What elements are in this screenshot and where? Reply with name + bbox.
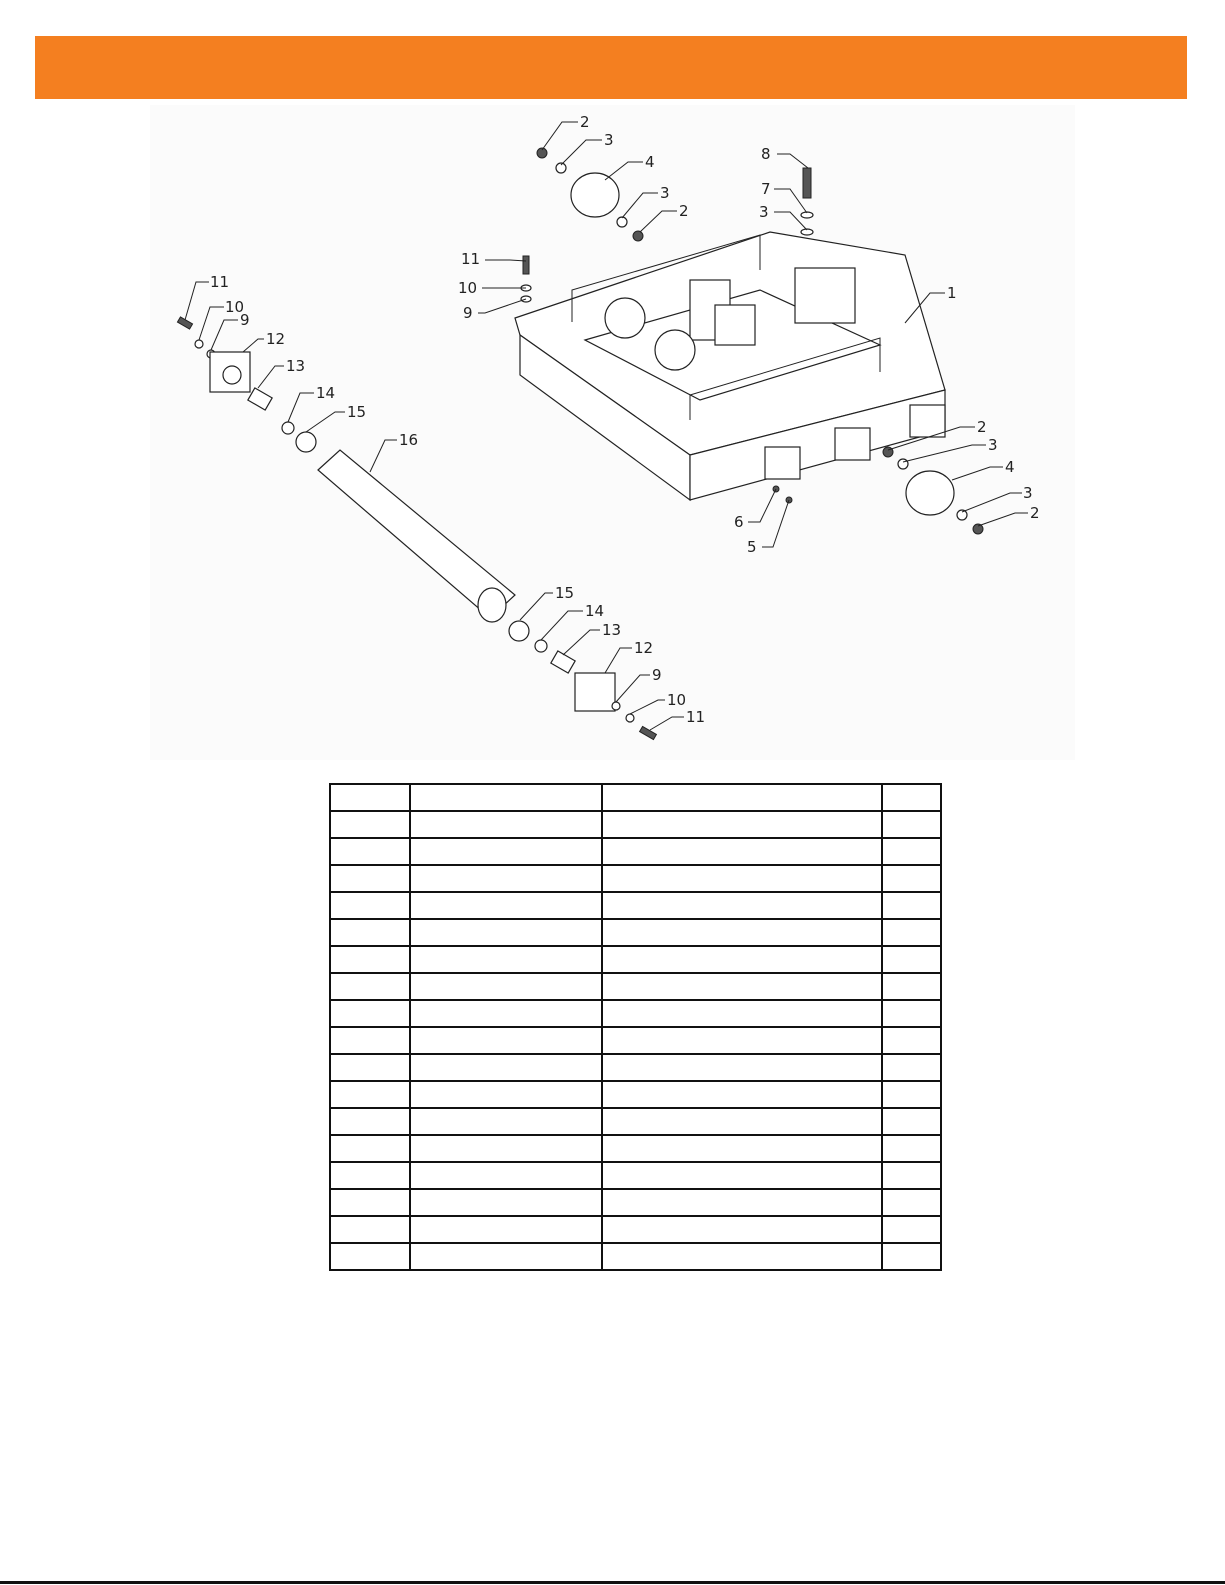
header-banner	[35, 36, 1187, 99]
callout-4: 4	[645, 153, 655, 171]
table-row	[330, 1000, 941, 1027]
table-cell	[330, 1081, 410, 1108]
table-cell	[602, 1162, 882, 1189]
table-row	[330, 1216, 941, 1243]
roller-end	[478, 588, 506, 622]
table-cell	[410, 892, 602, 919]
table-cell	[330, 1216, 410, 1243]
table-cell	[410, 973, 602, 1000]
bearing-plate	[910, 405, 945, 437]
table-cell	[602, 811, 882, 838]
callout-2: 2	[977, 418, 987, 436]
motor	[605, 298, 645, 338]
callout-9: 9	[240, 311, 250, 329]
callout-16: 16	[399, 431, 419, 449]
table-cell	[882, 892, 941, 919]
washer	[898, 459, 908, 469]
col-header	[410, 784, 602, 811]
callout-5: 5	[747, 538, 757, 556]
table-cell	[330, 811, 410, 838]
table-row	[330, 838, 941, 865]
table-cell	[882, 1135, 941, 1162]
washer	[617, 217, 627, 227]
bolt	[523, 256, 529, 274]
callout-4: 4	[1005, 458, 1015, 476]
spacer	[535, 640, 547, 652]
table-row	[330, 1189, 941, 1216]
table-cell	[330, 1162, 410, 1189]
table-header-row	[330, 784, 941, 811]
table-cell	[330, 838, 410, 865]
bearing-plate	[835, 428, 870, 460]
callout-9: 9	[652, 666, 662, 684]
callout-6: 6	[734, 513, 744, 531]
table-row	[330, 946, 941, 973]
callout-15: 15	[347, 403, 367, 421]
table-cell	[410, 919, 602, 946]
table-cell	[330, 1135, 410, 1162]
table-cell	[602, 892, 882, 919]
bearing	[296, 432, 316, 452]
table-cell	[602, 1054, 882, 1081]
table-cell	[882, 865, 941, 892]
callout-14: 14	[585, 602, 605, 620]
table-cell	[330, 1000, 410, 1027]
table-cell	[330, 892, 410, 919]
callout-2: 2	[580, 113, 590, 131]
table-cell	[602, 1081, 882, 1108]
table-cell	[330, 946, 410, 973]
callout-3: 3	[988, 436, 998, 454]
table-cell	[882, 946, 941, 973]
motor	[655, 330, 695, 370]
table-cell	[882, 919, 941, 946]
isolator	[906, 471, 954, 515]
table-cell	[410, 1135, 602, 1162]
exploded-parts-diagram	[150, 105, 1075, 760]
table-cell	[882, 1054, 941, 1081]
callout-14: 14	[316, 384, 336, 402]
table-cell	[410, 1054, 602, 1081]
callout-8: 8	[761, 145, 771, 163]
table-cell	[602, 1000, 882, 1027]
table-row	[330, 1081, 941, 1108]
table-row	[330, 1243, 941, 1270]
callout-3: 3	[660, 184, 670, 202]
bolt	[803, 168, 811, 198]
callout-11: 11	[461, 250, 481, 268]
table-row	[330, 1135, 941, 1162]
callout-13: 13	[286, 357, 306, 375]
table-cell	[602, 1216, 882, 1243]
table-cell	[602, 865, 882, 892]
table-cell	[882, 1108, 941, 1135]
table-cell	[410, 1216, 602, 1243]
table-row	[330, 892, 941, 919]
table-cell	[602, 1243, 882, 1270]
table-row	[330, 1108, 941, 1135]
col-header	[330, 784, 410, 811]
table-cell	[410, 1189, 602, 1216]
table-row	[330, 973, 941, 1000]
callout-2: 2	[679, 202, 689, 220]
table-cell	[410, 1027, 602, 1054]
callout-10: 10	[225, 298, 245, 316]
table-cell	[602, 1027, 882, 1054]
table-cell	[602, 973, 882, 1000]
table-cell	[602, 838, 882, 865]
col-header	[882, 784, 941, 811]
callout-12: 12	[634, 639, 654, 657]
table-row	[330, 811, 941, 838]
table-cell	[330, 973, 410, 1000]
callout-13: 13	[602, 621, 622, 639]
table-cell	[602, 1189, 882, 1216]
table-cell	[882, 1189, 941, 1216]
callout-11: 11	[686, 708, 706, 726]
table-cell	[410, 1081, 602, 1108]
table-row	[330, 865, 941, 892]
end-plate-bore	[223, 366, 241, 384]
mount-block	[795, 268, 855, 323]
table-cell	[410, 1000, 602, 1027]
table-cell	[330, 1027, 410, 1054]
table-cell	[330, 1054, 410, 1081]
callout-15: 15	[555, 584, 575, 602]
table-cell	[602, 1135, 882, 1162]
table-cell	[330, 919, 410, 946]
callout-10: 10	[458, 279, 478, 297]
col-header	[602, 784, 882, 811]
mount-block	[715, 305, 755, 345]
table-cell	[882, 1162, 941, 1189]
callout-9: 9	[463, 304, 473, 322]
table-cell	[330, 1189, 410, 1216]
callout-10: 10	[667, 691, 687, 709]
washer	[195, 340, 203, 348]
callout-3: 3	[604, 131, 614, 149]
table-cell	[602, 1108, 882, 1135]
bearing	[509, 621, 529, 641]
table-cell	[882, 838, 941, 865]
table-cell	[882, 1216, 941, 1243]
callout-2: 2	[1030, 504, 1040, 522]
table-cell	[410, 1162, 602, 1189]
table-cell	[882, 1027, 941, 1054]
footer-rule	[0, 1581, 1225, 1584]
table-cell	[882, 811, 941, 838]
table-cell	[882, 973, 941, 1000]
table-cell	[410, 865, 602, 892]
callout-3: 3	[759, 203, 769, 221]
spacer	[282, 422, 294, 434]
nut	[633, 231, 643, 241]
table-row	[330, 1054, 941, 1081]
table-row	[330, 1027, 941, 1054]
stub-shaft	[248, 388, 272, 410]
callout-3: 3	[1023, 484, 1033, 502]
table-cell	[410, 838, 602, 865]
callout-7: 7	[761, 180, 771, 198]
table-cell	[330, 865, 410, 892]
table-cell	[410, 1108, 602, 1135]
isolator	[571, 173, 619, 217]
table-cell	[410, 811, 602, 838]
table-cell	[330, 1243, 410, 1270]
parts-table	[329, 783, 942, 1271]
end-plate	[575, 673, 615, 711]
callout-1: 1	[947, 284, 957, 302]
table-cell	[882, 1243, 941, 1270]
washer	[612, 702, 620, 710]
stub-shaft	[551, 651, 575, 673]
washer	[626, 714, 634, 722]
table-cell	[410, 1243, 602, 1270]
callout-11: 11	[210, 273, 230, 291]
table-row	[330, 919, 941, 946]
table-cell	[330, 1108, 410, 1135]
table-row	[330, 1162, 941, 1189]
table-cell	[882, 1081, 941, 1108]
table-cell	[882, 1000, 941, 1027]
bearing-plate	[765, 447, 800, 479]
table-cell	[602, 946, 882, 973]
table-cell	[602, 919, 882, 946]
bolt	[640, 726, 657, 739]
callout-12: 12	[266, 330, 286, 348]
table-cell	[410, 946, 602, 973]
